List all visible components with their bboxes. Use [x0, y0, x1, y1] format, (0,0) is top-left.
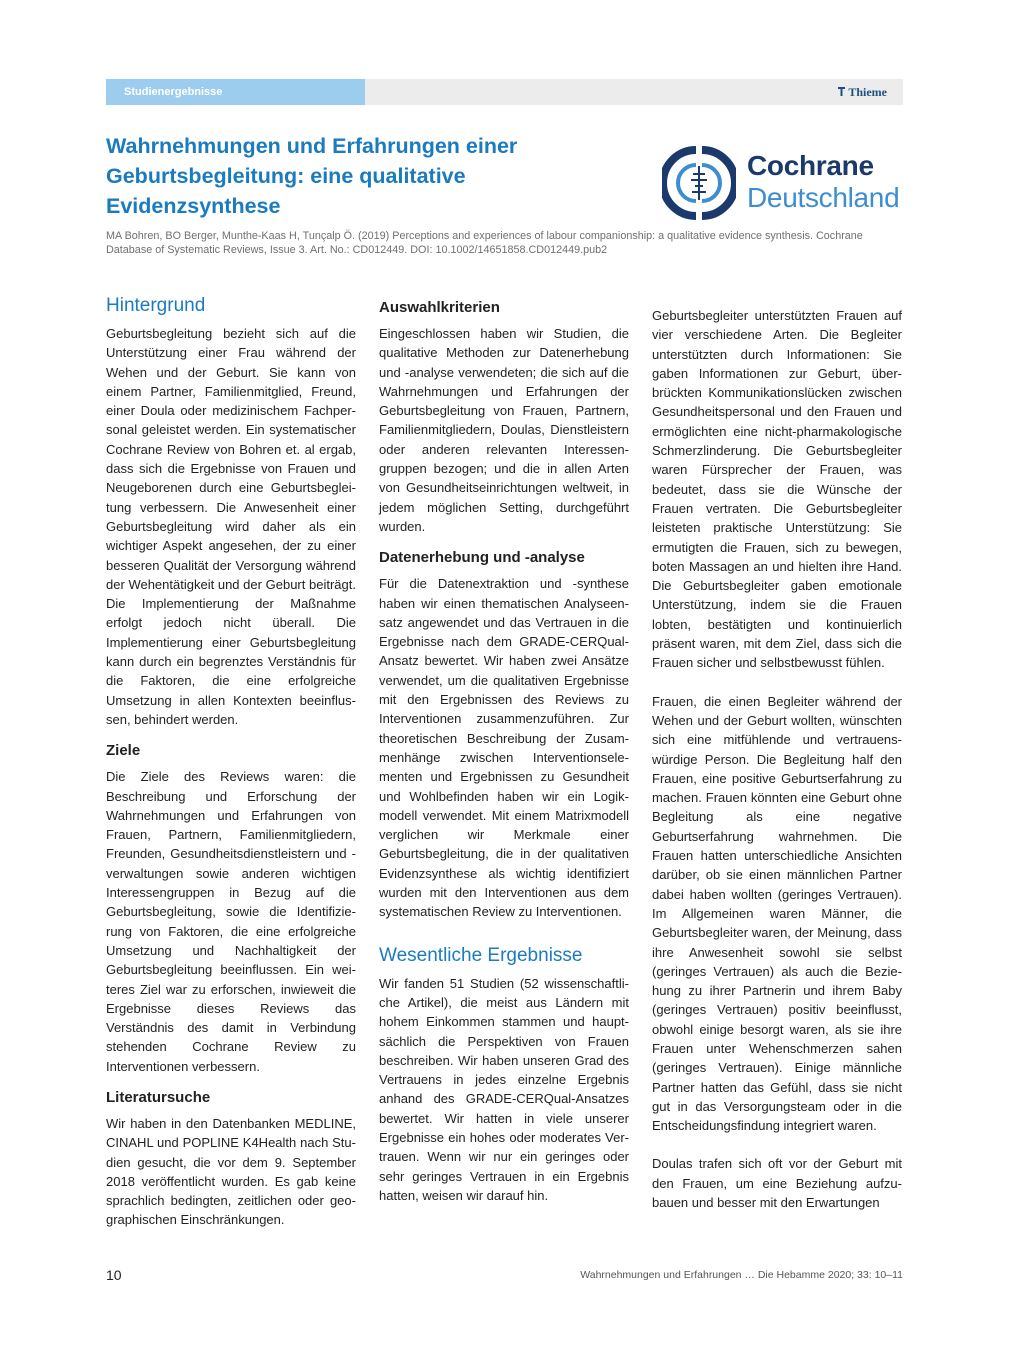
page-number: 10: [106, 1267, 122, 1283]
heading-literatursuche: Literatursuche: [106, 1088, 211, 1106]
section-label: Studienergebnisse: [106, 79, 365, 105]
running-footer: Wahrnehmungen und Erfahrungen … Die Hebamme 2020; 33: 10–11: [580, 1269, 903, 1281]
paragraph-doulas: Doulas trafen sich oft vor der Geburt mit den Frauen, um eine Beziehung aufzubauen und besser mit den Erwartungen: [652, 1156, 902, 1211]
heading-ziele: Ziele: [106, 742, 141, 760]
logo-line-cochrane: Cochrane: [747, 150, 874, 181]
heading-hintergrund: Hintergrund: [106, 295, 206, 316]
paragraph-datenerhebung: Für die Datenextraktion und -synthese haben wir einen thematischen Analyseensatz angewendet und das Vertrauen in die Ergebnisse nach dem GRADE-CERQual-Ansatz bewertet. Wir haben zwei Ansätze verwendet, um die qualitativen Ergebnisse mit den Ergebnissen des Reviews zu Interventionen zusammenzuführen. Zur theoretischen Beschreibung der Zusammenhänge zwischen Interventionselementen und Ergebnissen zu Gesundheit und Wohlbefinden haben wir ein Logikmodell verwendet. Mit einem Matrixmodell verglichen wir Merkmale einer Geburtsbegleitung, die in der qualitativen Evidenzsynthese als wichtig identifiziert wurden mit den Interventionen aus dem systematischen Review zu Interventionen.: [379, 576, 629, 920]
paragraph-unterstuetzung: Geburtsbegleiter unterstützten Frauen auf vier verschiedene Arten. Die Begleiter unterstützten durch Informationen: Sie gaben Informationen zur Geburt, überbrückten Kommunikationslücken zwischen Gesundheitspersonal und den Frauen und ermöglichten eine nicht-pharmakologische Schmerzlinderung. Die Geburtsbegleiter waren Fürsprecher der Frauen, was bedeutet, dass sie die Wünsche der Frauen vertraten. Die Geburtsbegleiter leisteten praktische Unterstützung: Sie ermutigten die Frauen, sich zu bewegen, boten Massagen an und hielten ihre Hand. Die Geburtsbegleiter gaben emotionale Unterstützung, indem sie die Frauen lobten, bestätigten und kontinuierlich präsent waren, mit dem Ziel, dass sich die Frauen sicher und selbstbewusst fühlen.: [652, 308, 902, 671]
thieme-logo-icon: [837, 86, 846, 97]
column-1: [106, 294, 356, 1230]
brand-name: Thieme: [848, 85, 887, 99]
heading-datenerhebung: Datenerhebung und -analyse: [379, 549, 585, 567]
paragraph-begleiter-wuensche: Frauen, die einen Begleiter während der Wehen und der Geburt wollten, wünschten sich eine mitfühlende und vertrauenswürdige Person. Die Begleitung half den Frauen, eine positive Geburtserfahrung zu machen. Frauen könnten eine Geburt ohne Begleitung als eine negative Geburtserfahrung wahrnehmen. Die Frauen hatten unterschiedliche Ansichten darüber, ob sie einen männlichen Partner dabei haben wollten (geringes Vertrauen). Im Allgemeinen waren Männer, die Geburtsbegleiter waren, der Meinung, dass ihre Anwesenheit sowohl sie selbst (geringes Vertrauen) als auch die Beziehung zu ihrer Partnerin und ihrem Baby (geringes Vertrauen) positiv beeinflusst, obwohl einige besorgt waren, als sie ihre Frauen unter Wehenschmerzen sahen (geringes Vertrauen). Einige männliche Partner hatten das Gefühl, dass sie nicht gut in das Versorgungsteam oder in die Entscheidungsfindung integriert waren.: [652, 693, 902, 1134]
paragraph-hintergrund: Geburtsbegleitung bezieht sich auf die Unterstützung einer Frau während der Wehen und der Geburt. Sie kann von einem Partner, Familienmitglied, Freund, einer Doula oder medizinischem Fachpersonal geleistet werden. Ein systematischer Cochrane Review von Bohren et. al ergab, dass sich die Ergebnisse von Frauen und Neugeborenen durch eine Geburtsbegleitung verbessern. Die Anwesenheit einer Geburtsbegleitung wird daher als ein wichtiger Aspekt angesehen, der zu einer besseren Qualität der Versorgung während der Wehentätigkeit und der Geburt beiträgt. Die Implementierung der Maßnahme erfolgt jedoch nicht überall. Die Implementierung einer Geburtsbegleitung kann durch ein begrenztes Verständnis für die Faktoren, die eine erfolgreiche Umsetzung in allen Kontexten beeinflussen, behindert werden.: [106, 326, 356, 727]
heading-auswahlkriterien: Auswahlkriterien: [379, 299, 500, 316]
publisher-brand: [837, 79, 887, 105]
logo-line-deutschland: Deutschland: [747, 182, 900, 213]
paragraph-ziele: Die Ziele des Reviews waren: die Beschreibung und Erforschung der Wahrnehmungen und Erfahrungen von Frauen, Partnern, Familienmitgliedern, Freunden, Gesundheitsdienstleistern und -verwaltungen sowie anderen wichtigen Interessengruppen in Bezug auf die Geburtsbegleitung, sowie die Identifizierung von Faktoren, die eine erfolgreiche Umsetzung und Nachhaltigkeit der Geburtsbegleitung beeinflussen. Ein weiteres Ziel war zu erforschen, inwieweit die Ergebnisse dieses Reviews das Verständnis des damit in Verbindung stehenden Cochrane Review zu Interventionen verbessern.: [106, 769, 356, 1074]
paragraph-literatursuche: Wir haben in den Datenbanken MEDLINE, CINAHL und POPLINE K4Health nach Studien gesucht, die vor dem 9. September 2018 veröffentlicht wurden. Es gab keine sprachlich bedingten, zeitlichen oder geographischen Einschränkungen.: [106, 1115, 356, 1228]
article-title: Wahrnehmungen und Erfahrungen einer Geburtsbegleitung: eine qualitative Evidenzsynthese: [106, 134, 518, 218]
column-3: [652, 306, 902, 1212]
paragraph-wesentliche-ergebnisse: Wir fanden 51 Studien (52 wissenschaftliche Artikel), die meist aus Ländern mit hohem Einkommen stammen und hauptsächlich die Perspektiven von Frauen beschreiben. Wir haben unseren Grad des Vertrauens in jedes einzelne Ergebnis anhand des GRADE-CERQual-Ansatzes bewertet. Wir hatten in viele unserer Ergebnisse ein hohes oder moderates Vertrauen. Wenn wir nur ein geringes oder sehr geringes Vertrauen in ein Ergebnis hatten, weisen wir darauf hin.: [379, 975, 629, 1203]
heading-wesentliche-ergebnisse: Wesentliche Ergebnisse: [379, 944, 583, 966]
citation: MA Bohren, BO Berger, Munthe-Kaas H, Tunçalp Ö. (2019) Perceptions and experiences of labour companionship: a qualitative evidence synthesis. Cochrane Database of Systematic Reviews, Issue 3. Art. No.: CD012449. DOI: 10.1002/14651858.CD012449.pub2: [106, 230, 863, 256]
cochrane-mark-icon: [662, 146, 736, 220]
cochrane-logo: [662, 146, 920, 220]
header-bar: [106, 79, 903, 105]
paragraph-auswahlkriterien: Eingeschlossen haben wir Studien, die qualitative Methoden zur Datenerhebung und -analyse verwendeten; die sich auf die Wahrnehmungen und Erfahrungen der Geburtsbegleitung von Frauen, Partnern, Familienmitgliedern, Doulas, Dienstleistern oder anderen relevanten Interessengruppen bezogen; und die in allen Arten von Gesundheitseinrichtungen weltweit, in jedem möglichen Setting, durchgeführt wurden.: [379, 326, 629, 534]
column-2: [379, 294, 629, 1205]
